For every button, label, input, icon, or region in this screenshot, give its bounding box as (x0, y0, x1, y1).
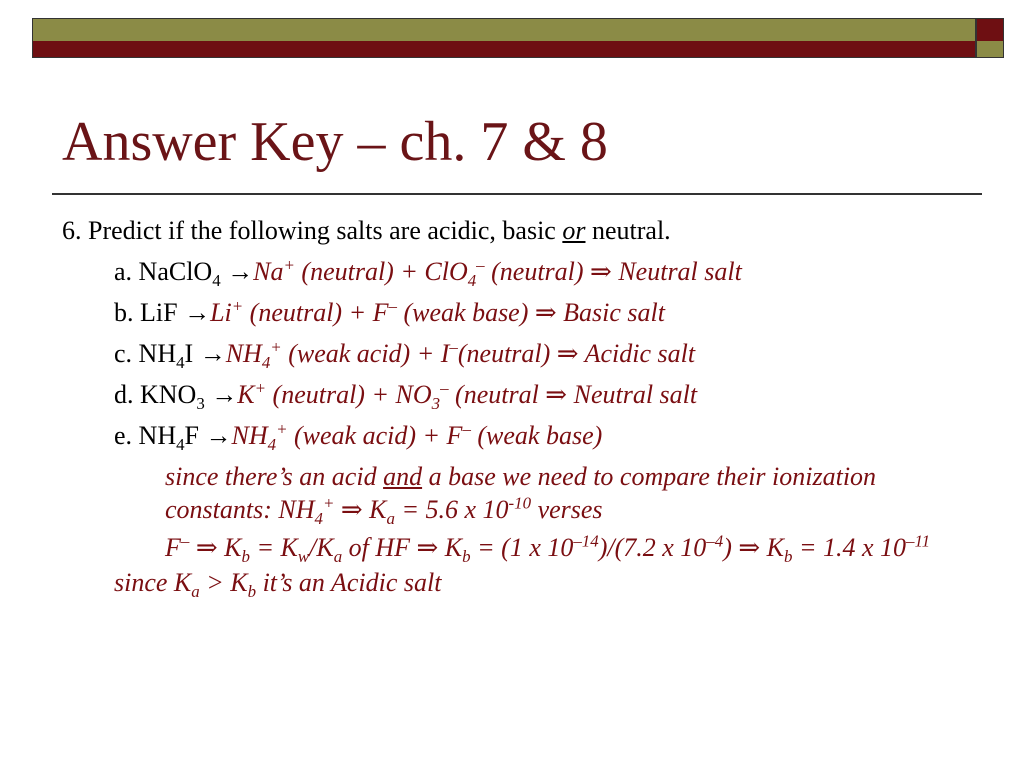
item-c-p3: (neutral) ⇒ Acidic salt (457, 339, 696, 368)
comparison-f11: > K (199, 568, 248, 597)
comparison-f7-sup: –4 (706, 531, 724, 551)
item-d-answer (237, 378, 698, 414)
item-b-p3: (weak base) ⇒ Basic salt (396, 298, 665, 327)
header-corner-block (976, 18, 1004, 58)
item-c-p2-sup: – (449, 337, 458, 357)
item-b-arrow-icon: → (184, 298, 211, 327)
item-e-answer (231, 419, 603, 455)
item-e-p2: (weak acid) + F (287, 421, 463, 450)
comparison-f5: of HF ⇒ K (342, 533, 463, 562)
comparison-f8: ) ⇒ K (723, 533, 784, 562)
item-d-p2: (neutral) + NO (266, 380, 432, 409)
item-b-p1-sup: + (231, 296, 244, 316)
comparison-f10: since K (114, 568, 192, 597)
item-d-p1: K (237, 380, 255, 409)
item-c-p1-sub: 4 (261, 353, 271, 373)
item-b-p2: (neutral) + F (243, 298, 389, 327)
item-c-p1: NH (225, 339, 262, 368)
item-a-p2-sub: 4 (467, 271, 477, 291)
comparison-f7: )/(7.2 x 10 (598, 533, 707, 562)
comparison-f5-sub: b (462, 547, 471, 567)
header-band-maroon-stripe (33, 41, 975, 57)
answer-item-e (62, 415, 982, 456)
answer-item-c (62, 333, 982, 374)
explanation-paragraph (62, 460, 982, 529)
comparison-f3-sub: w (297, 547, 310, 567)
comparison-f9-sup: –11 (906, 531, 931, 551)
question-text: 6. Predict if the following salts are acidic, basic (62, 216, 563, 245)
item-a-p1: Na (253, 257, 284, 286)
question-line (62, 210, 982, 251)
item-b-label: b. LiF (114, 298, 178, 327)
item-c-p2: (weak acid) + I (281, 339, 450, 368)
item-d-arrow-icon: → (211, 380, 238, 409)
explanation-s4-sup: -10 (508, 493, 532, 513)
comparison-f12: it’s an Acidic salt (256, 568, 442, 597)
item-e-p1-sup: + (276, 419, 288, 439)
item-d-p2-sup: – (440, 378, 449, 398)
comparison-f2: ⇒ K (189, 533, 242, 562)
item-a-p1-sup: + (283, 255, 295, 275)
corner-maroon-square (977, 19, 1003, 41)
comparison-f4: /K (309, 533, 334, 562)
answer-item-a (62, 251, 982, 292)
comparison-paragraph (62, 530, 982, 600)
comparison-f6-sup: –14 (573, 531, 599, 551)
comparison-f11-sub: b (247, 582, 257, 602)
comparison-f6: = (1 x 10 (470, 533, 574, 562)
item-e-arrow-icon: → (205, 421, 232, 450)
comparison-f2-sub: b (241, 547, 250, 567)
item-d-label-sub: 3 (196, 394, 205, 414)
header-band (32, 18, 976, 58)
question-or-word: or (562, 216, 586, 245)
title-divider (52, 193, 982, 195)
item-e-label-end: F (184, 421, 206, 450)
explanation-s2-sub: 4 (314, 509, 323, 529)
item-e-p3: (weak base) (470, 421, 603, 450)
comparison-f1: F (165, 533, 181, 562)
item-e-p2-sup: – (462, 419, 471, 439)
item-b-answer (210, 298, 665, 327)
explanation-s5: verses (531, 495, 603, 524)
item-d-p1-sup: + (254, 378, 267, 398)
answer-item-b (62, 292, 982, 333)
comparison-f8-sub: b (783, 547, 793, 567)
question-end: neutral. (585, 216, 671, 245)
item-c-label-end: I (184, 339, 200, 368)
slide-title: Answer Key – ch. 7 & 8 (62, 111, 608, 173)
explanation-s4: = 5.6 x 10 (394, 495, 509, 524)
item-c-arrow-icon: → (199, 339, 226, 368)
item-a-arrow-icon: → (227, 257, 254, 286)
slide-body (62, 210, 982, 600)
explanation-s2: a base we need to compare their ionization constants: NH (165, 462, 877, 524)
item-e-label: e. NH (114, 421, 177, 450)
item-d-p3: (neutral ⇒ Neutral salt (448, 380, 698, 409)
comparison-f9: = 1.4 x 10 (792, 533, 907, 562)
item-e-p1: NH (231, 421, 268, 450)
explanation-s2-sup: + (322, 493, 335, 513)
item-d-p2-sub: 3 (431, 394, 441, 414)
item-c-p1-sup: + (270, 337, 282, 357)
explanation-s1: since there’s an acid (165, 462, 384, 491)
comparison-f1-sup: – (180, 531, 190, 551)
item-a-label-sub: 4 (212, 271, 221, 291)
item-e-p1-sub: 4 (267, 435, 277, 455)
answer-item-d (62, 374, 982, 415)
item-a-p2-sup: – (476, 255, 485, 275)
explanation-and-word: and (383, 462, 423, 491)
item-a-p3: (neutral) ⇒ Neutral salt (484, 257, 742, 286)
header-band-olive-stripe (33, 19, 975, 41)
explanation-s3: ⇒ K (334, 495, 387, 524)
item-c-label-sub: 4 (176, 353, 185, 373)
item-c-label: c. NH (114, 339, 177, 368)
item-b-p2-sup: – (388, 296, 397, 316)
comparison-f10-sub: a (191, 582, 200, 602)
item-a-answer (253, 255, 742, 291)
corner-olive-square (977, 41, 1003, 57)
comparison-f4-sub: a (333, 547, 343, 567)
item-a-p2: (neutral) + ClO (294, 257, 468, 286)
item-c-answer (225, 337, 696, 373)
item-e-label-sub: 4 (176, 435, 185, 455)
item-a-label: a. NaClO (114, 257, 213, 286)
item-d-label: d. KNO (114, 380, 197, 409)
comparison-f3: = K (249, 533, 298, 562)
explanation-s3-sub: a (386, 509, 395, 529)
item-b-p1: Li (210, 298, 232, 327)
